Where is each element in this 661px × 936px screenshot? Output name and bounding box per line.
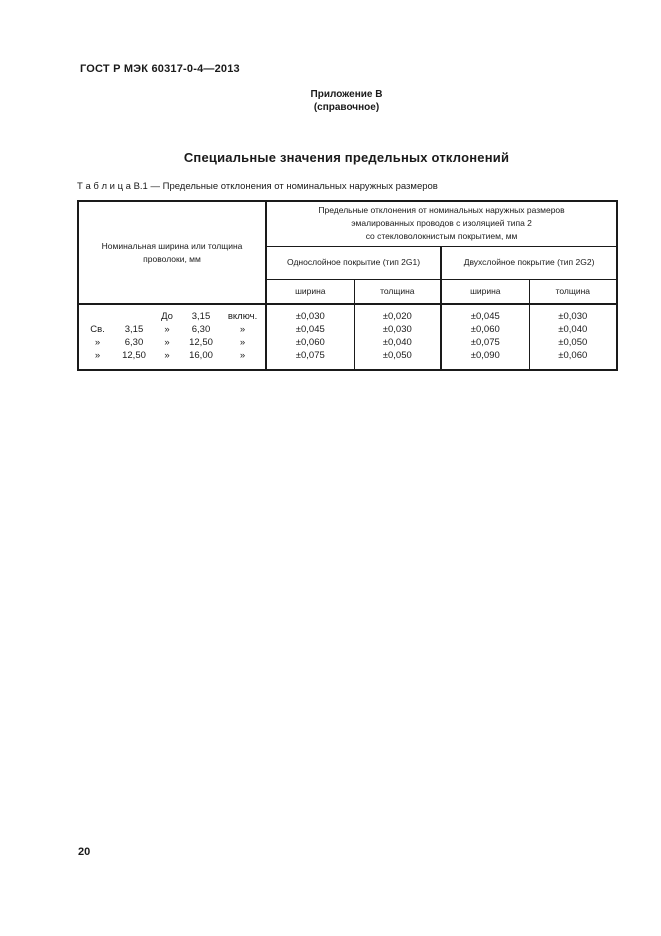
- annex-line2: (справочное): [313, 101, 380, 113]
- table-row: [78, 349, 617, 370]
- table-caption: Т а б л и ц а В.1 — Предельные отклонения от номинальных наружных размеров: [77, 181, 438, 192]
- value-width-2g1: ±0,030: [266, 304, 354, 323]
- page-title: Специальные значения предельных отклонений: [183, 150, 510, 165]
- header-deviations-line2: эмалированных проводов с изоляцией типа 2: [351, 218, 532, 229]
- range-prefix: »: [94, 337, 101, 348]
- range-to: 12,50: [189, 337, 213, 348]
- header-thickness-2g1: толщина: [354, 279, 441, 304]
- range-incl: »: [220, 349, 266, 370]
- header-nominal-width: Номинальная ширина или толщина проволоки, мм: [78, 201, 266, 304]
- value-thickness-2g1: ±0,040: [354, 336, 441, 349]
- table-row: [78, 336, 617, 349]
- value-width-2g1: ±0,060: [266, 336, 354, 349]
- value-width-2g2: ±0,060: [441, 323, 529, 336]
- header-group-2g2: Двухслойное покрытие (тип 2G2): [441, 246, 617, 279]
- doc-number: ГОСТ Р МЭК 60317-0-4—2013: [80, 63, 240, 75]
- header-deviations-line3: со стекловолокнистым покрытием, мм: [365, 231, 518, 242]
- range-from: [116, 304, 152, 323]
- header-group-2g1: Однослойное покрытие (тип 2G1): [266, 246, 441, 279]
- value-width-2g2: ±0,090: [441, 349, 529, 370]
- value-thickness-2g2: ±0,030: [558, 311, 588, 322]
- annex-heading: [77, 89, 616, 114]
- annex-line1: Приложение В: [310, 89, 383, 100]
- range-prefix: »: [94, 350, 101, 361]
- range-incl: включ.: [220, 304, 266, 323]
- range-to: 3,15: [191, 311, 211, 322]
- value-thickness-2g2: ±0,040: [558, 324, 588, 335]
- range-from: 3,15: [124, 324, 144, 335]
- value-width-2g1: ±0,045: [266, 323, 354, 336]
- value-thickness-2g1: ±0,030: [354, 323, 441, 336]
- range-incl: »: [220, 323, 266, 336]
- range-prefix: [78, 304, 116, 323]
- range-to-word: »: [164, 324, 170, 335]
- table-row: [78, 323, 617, 336]
- value-thickness-2g1: ±0,020: [354, 304, 441, 323]
- value-width-2g1: ±0,075: [266, 349, 354, 370]
- header-deviations-span: [266, 201, 617, 246]
- range-to-word: До: [161, 311, 173, 322]
- header-width-2g1: ширина: [266, 279, 354, 304]
- header-width-2g2: ширина: [441, 279, 529, 304]
- range-to: 6,30: [191, 324, 211, 335]
- range-to-word: »: [164, 350, 170, 361]
- range-to: 16,00: [189, 350, 213, 361]
- page-number: 20: [78, 846, 91, 858]
- range-to-word: »: [164, 337, 170, 348]
- range-from: 12,50: [122, 350, 146, 361]
- table-header-row-span: [78, 201, 617, 246]
- value-thickness-2g1: ±0,050: [354, 349, 441, 370]
- header-deviations-line1: Предельные отклонения от номинальных наружных размеров: [318, 205, 565, 216]
- value-thickness-2g2: ±0,060: [558, 350, 588, 361]
- range-prefix: Св.: [90, 324, 105, 335]
- deviations-table: [77, 200, 618, 371]
- value-width-2g2: ±0,045: [441, 304, 529, 323]
- header-thickness-2g2: толщина: [529, 279, 617, 304]
- table-row: [78, 304, 617, 323]
- value-width-2g2: ±0,075: [441, 336, 529, 349]
- range-from: 6,30: [124, 337, 144, 348]
- value-thickness-2g2: ±0,050: [558, 337, 588, 348]
- range-incl: »: [220, 336, 266, 349]
